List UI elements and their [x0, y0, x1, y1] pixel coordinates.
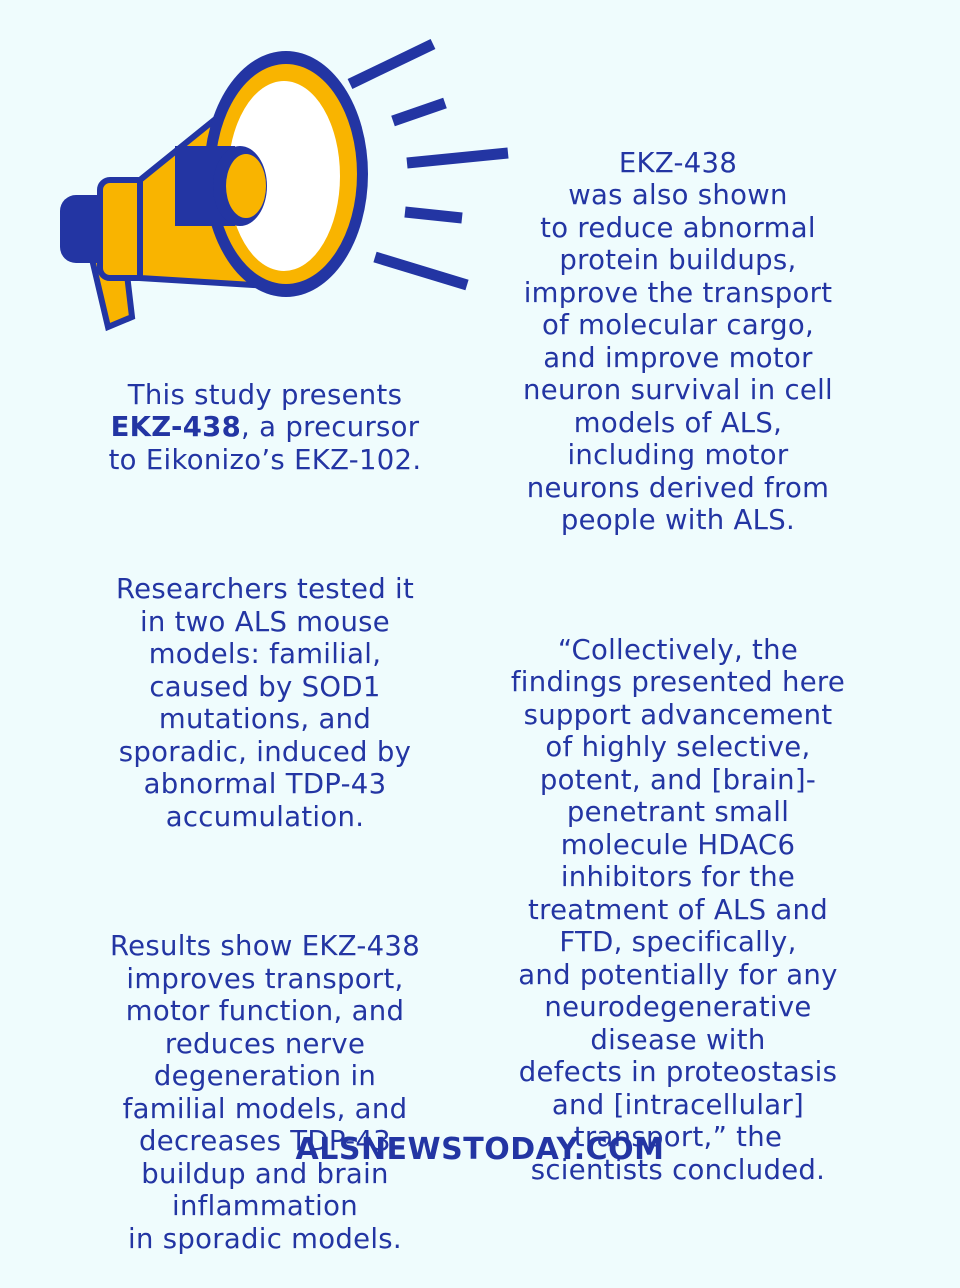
site-url: ALSNEWSTODAY.COM	[295, 1132, 665, 1167]
cell-model-paragraph: EKZ-438 was also shown to reduce abnormal protein buildups, improve the transport of molecular cargo, and improve motor neuron survival in cell models of ALS, including motor neurons derived from people with ALS.	[523, 146, 833, 536]
intro-suffix: , a precursor to Eikonizo’s EKZ-102.	[108, 411, 422, 476]
conclusion-quote: “Collectively, the findings presented here support advancement of highly selective, potent, and [brain]- penetrant small molecule HDAC6 inhibitors for the treatment of ALS and FTD, specifically, and potentially for any neurodegenerative disease with defects in proteostasis and [intracellular] transport,” the scientists concluded.	[510, 633, 846, 1186]
drug-name: EKZ-438	[110, 411, 242, 443]
intro-paragraph	[80, 379, 450, 477]
study-design-paragraph: Researchers tested it in two ALS mouse models: familial, caused by SOD1 mutations, and sporadic, induced by abnormal TDP-43 accumulation.	[115, 573, 415, 833]
megaphone-icon	[55, 35, 515, 335]
results-paragraph: Results show EKZ-438 improves transport, motor function, and reduces nerve degeneration in familial models, and decreases TDP-43 buildup and brain inflammation in sporadic models.	[109, 930, 421, 1255]
right-text-column	[478, 114, 878, 1219]
intro-prefix: This study presents	[127, 378, 403, 411]
